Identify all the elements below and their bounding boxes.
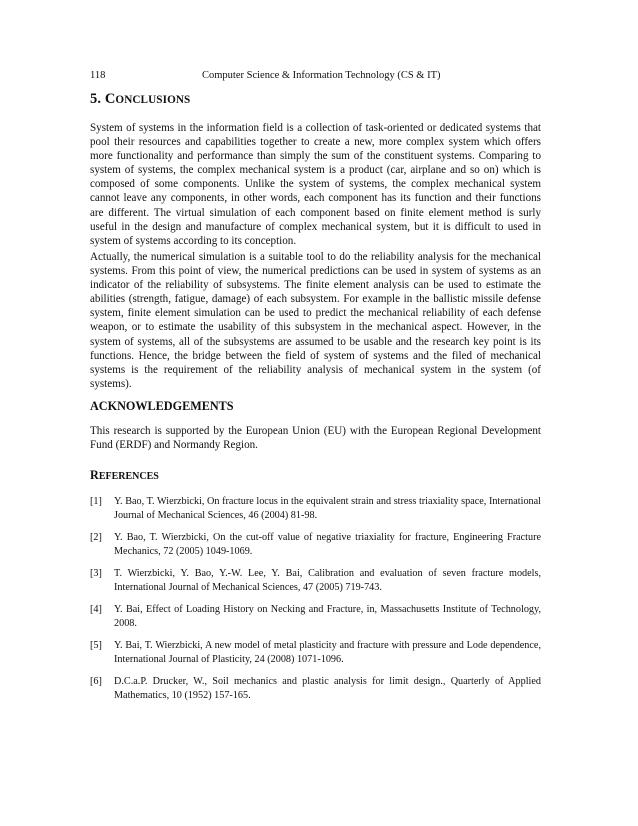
reference-number: [4] xyxy=(90,604,102,615)
reference-number: [5] xyxy=(90,640,102,651)
reference-item xyxy=(90,603,541,630)
reference-text: T. Wierzbicki, Y. Bao, Y.-W. Lee, Y. Bai, Calibration and evaluation of seven fracture models, International Journal of Mechanical Sciences, 47 (2005) 719-743. xyxy=(114,568,541,593)
reference-number: [2] xyxy=(90,532,102,543)
reference-item xyxy=(90,495,541,522)
reference-number: [1] xyxy=(90,496,102,507)
reference-item xyxy=(90,675,541,702)
reference-text: Y. Bao, T. Wierzbicki, On the cut-off value of negative triaxiality for fracture, Engineering Fracture Mechanics, 72 (2005) 1049-1069. xyxy=(114,532,541,557)
reference-number: [3] xyxy=(90,568,102,579)
references-heading xyxy=(90,468,159,483)
reference-item xyxy=(90,531,541,558)
section-title-conclusions xyxy=(90,91,190,108)
reference-number: [6] xyxy=(90,676,102,687)
acknowledgements-heading: ACKNOWLEDGEMENTS xyxy=(90,399,234,413)
page-number: 118 xyxy=(90,70,106,81)
acknowledgements-text: This research is supported by the European Union (EU) with the European Regional Development Fund (ERDF) and Normandy Region. xyxy=(90,425,541,452)
section-title-rest: ONCLUSIONS xyxy=(115,94,191,106)
section-title-initial: C xyxy=(104,91,116,107)
reference-text: Y. Bao, T. Wierzbicki, On fracture locus in the equivalent strain and stress triaxiality space, International Journal of Mechanical Sciences, 46 (2004) 81-98. xyxy=(114,496,541,521)
reference-item xyxy=(90,639,541,666)
references-heading-rest: EFERENCES xyxy=(98,471,159,482)
references-heading-initial: R xyxy=(90,468,99,482)
reference-text: Y. Bai, T. Wierzbicki, A new model of metal plasticity and fracture with pressure and Lode dependence, International Journal of Plasticity, 24 (2008) 1071-1096. xyxy=(114,640,541,665)
section-number: 5. xyxy=(90,91,102,107)
reference-list xyxy=(90,495,541,702)
conclusions-paragraph-2: Actually, the numerical simulation is a suitable tool to do the reliability analysis for the mechanical systems. From this point of view, the numerical predictions can be used in system of systems as an indicator of the reliability of subsystems. The finite element analysis can be used to estimate the abilities (strength, fatigue, damage) of each subsystem. For example in the ballistic missile defense system, finite element simulation can be used to predict the mechanical reliability of each defense weapon, or to estimate the usability of this subsystem in the mechanical aspect. However, in the system of systems, all of the subsystems are assumed to be usable and the research key point is its functions. Hence, the bridge between the field of system of systems and the filed of mechanical systems is the requirement of the reliability analysis of mechanical system in the system (of systems). xyxy=(90,251,541,390)
journal-title: Computer Science & Information Technology (CS & IT) xyxy=(202,70,441,81)
reference-text: Y. Bai, Effect of Loading History on Necking and Fracture, in, Massachusetts Institute of Technology, 2008. xyxy=(114,604,541,629)
conclusions-paragraph-1: System of systems in the information field is a collection of task-oriented or dedicated systems that pool their resources and capabilities together to create a new, more complex system which offers more functionality and performance than simply the sum of the constituent systems. Comparing to system of systems, the complex mechanical system is a product (car, airplane and so on) which is composed of some components. Unlike the system of systems, the complex mechanical system cannot leave any components, in other words, each component has its function and their functions are different. The virtual simulation of each component based on finite element method is surly useful in the design and manufacture of complex mechanical system, but it is difficult to used in system of systems according to its conception. xyxy=(90,122,541,247)
reference-item xyxy=(90,567,541,594)
reference-text: D.C.a.P. Drucker, W., Soil mechanics and plastic analysis for limit design., Quarterly of Applied Mathematics, 10 (1952) 157-165. xyxy=(114,676,541,701)
